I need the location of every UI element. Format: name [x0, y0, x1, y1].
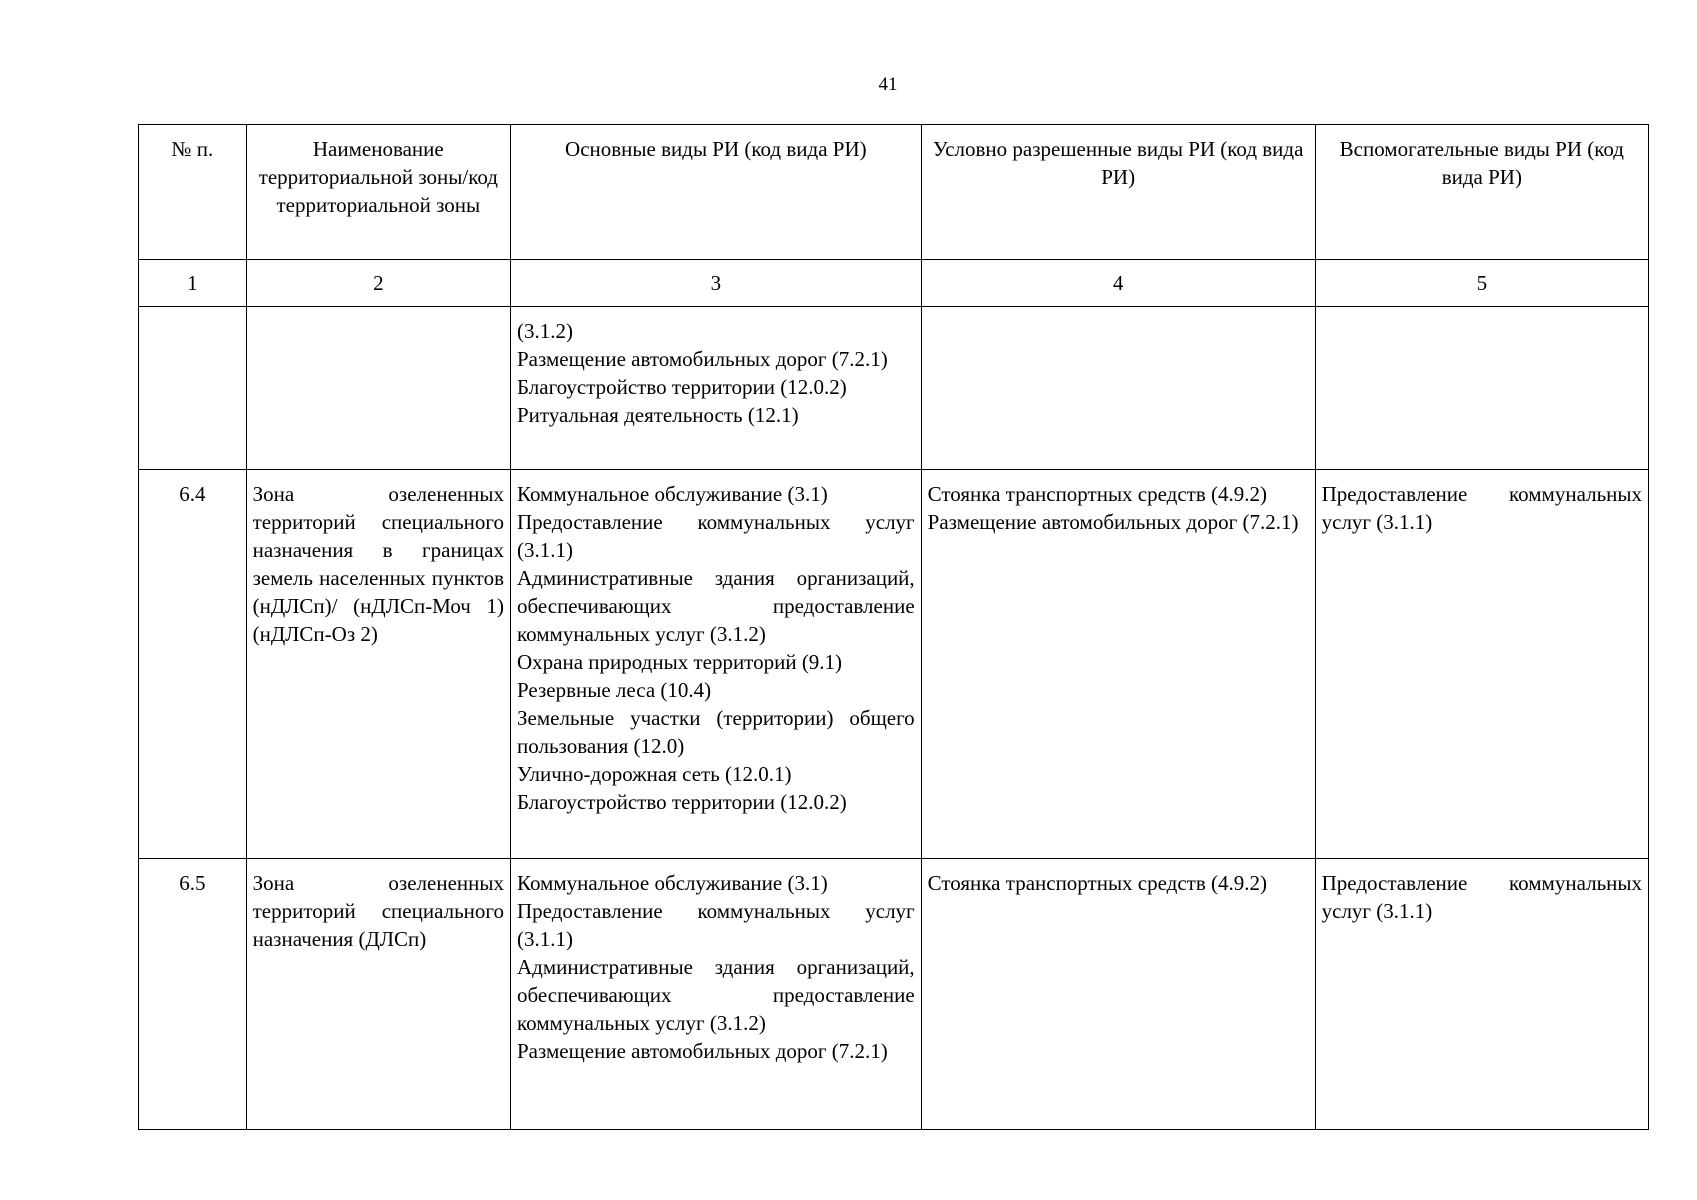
land-use-entry: Размещение автомобильных дорог (7.2.1)	[517, 1039, 888, 1063]
auxiliary-uses-cell	[1315, 307, 1648, 470]
header-auxiliary-uses: Вспомогательные виды РИ (код вида РИ)	[1315, 125, 1648, 260]
auxiliary-uses-cell	[1315, 859, 1648, 1130]
column-number: 3	[511, 260, 922, 307]
land-use-entry: Земельные участки (территории) общего пользования (12.0)	[517, 706, 915, 758]
conditional-uses-cell	[921, 307, 1315, 470]
table-row	[139, 859, 1649, 1130]
table-row	[139, 470, 1649, 859]
land-use-entry: (3.1.2)	[517, 319, 573, 343]
column-number: 2	[246, 260, 510, 307]
column-number: 1	[139, 260, 247, 307]
land-use-entry: Административные здания организаций, обеспечивающих предоставление коммунальных услуг (3.1.2)	[517, 955, 915, 1035]
land-use-entry: Благоустройство территории (12.0.2)	[517, 790, 847, 814]
land-use-entry: Стоянка транспортных средств (4.9.2)	[927, 482, 1268, 506]
page-number: 41	[878, 74, 898, 95]
row-number: 6.5	[139, 859, 247, 1130]
land-use-entry: Благоустройство территории (12.0.2)	[517, 375, 847, 399]
land-use-entry: Предоставление коммунальных услуг (3.1.1)	[517, 899, 915, 951]
row-number: 6.4	[139, 470, 247, 859]
main-uses-cell	[511, 307, 922, 470]
conditional-uses-cell	[921, 859, 1315, 1130]
land-use-entry: Резервные леса (10.4)	[517, 678, 712, 702]
header-zone-name: Наименование территориальной зоны/код территориальной зоны	[246, 125, 510, 260]
auxiliary-uses-cell	[1315, 470, 1648, 859]
land-use-entry: Коммунальное обслуживание (3.1)	[517, 871, 828, 895]
land-use-entry: Административные здания организаций, обеспечивающих предоставление коммунальных услуг (3.1.2)	[517, 566, 915, 646]
land-use-entry: Предоставление коммунальных услуг (3.1.1)	[1321, 482, 1642, 534]
land-use-entry: Стоянка транспортных средств (4.9.2)	[927, 871, 1268, 895]
zone-name	[246, 307, 510, 470]
zone-name: Зона озелененных территорий специального назначения (ДЛСп)	[246, 859, 510, 1130]
header-main-uses: Основные виды РИ (код вида РИ)	[511, 125, 922, 260]
column-number-row	[139, 260, 1649, 307]
row-number	[139, 307, 247, 470]
header-number: № п.	[139, 125, 247, 260]
land-use-entry: Улично-дорожная сеть (12.0.1)	[517, 762, 792, 786]
land-use-entry: Коммунальное обслуживание (3.1)	[517, 482, 828, 506]
land-use-entry: Предоставление коммунальных услуг (3.1.1)	[517, 510, 915, 562]
column-number: 4	[921, 260, 1315, 307]
land-use-entry: Ритуальная деятельность (12.1)	[517, 403, 799, 427]
land-use-entry: Размещение автомобильных дорог (7.2.1)	[517, 347, 888, 371]
table-row	[139, 307, 1649, 470]
table-header-row	[139, 125, 1649, 260]
land-use-entry: Охрана природных территорий (9.1)	[517, 650, 843, 674]
column-number: 5	[1315, 260, 1648, 307]
conditional-uses-cell	[921, 470, 1315, 859]
land-use-entry: Размещение автомобильных дорог (7.2.1)	[927, 510, 1299, 534]
header-conditional-uses: Условно разрешенные виды РИ (код вида РИ)	[921, 125, 1315, 260]
zone-name: Зона озелененных территорий специального назначения в границах земель населенных пунктов (нДЛСп)/ (нДЛСп-Моч 1) (нДЛСп-Оз 2)	[246, 470, 510, 859]
main-uses-cell	[511, 470, 922, 859]
land-use-table	[138, 124, 1649, 1130]
main-uses-cell	[511, 859, 922, 1130]
land-use-entry: Предоставление коммунальных услуг (3.1.1)	[1321, 871, 1642, 923]
